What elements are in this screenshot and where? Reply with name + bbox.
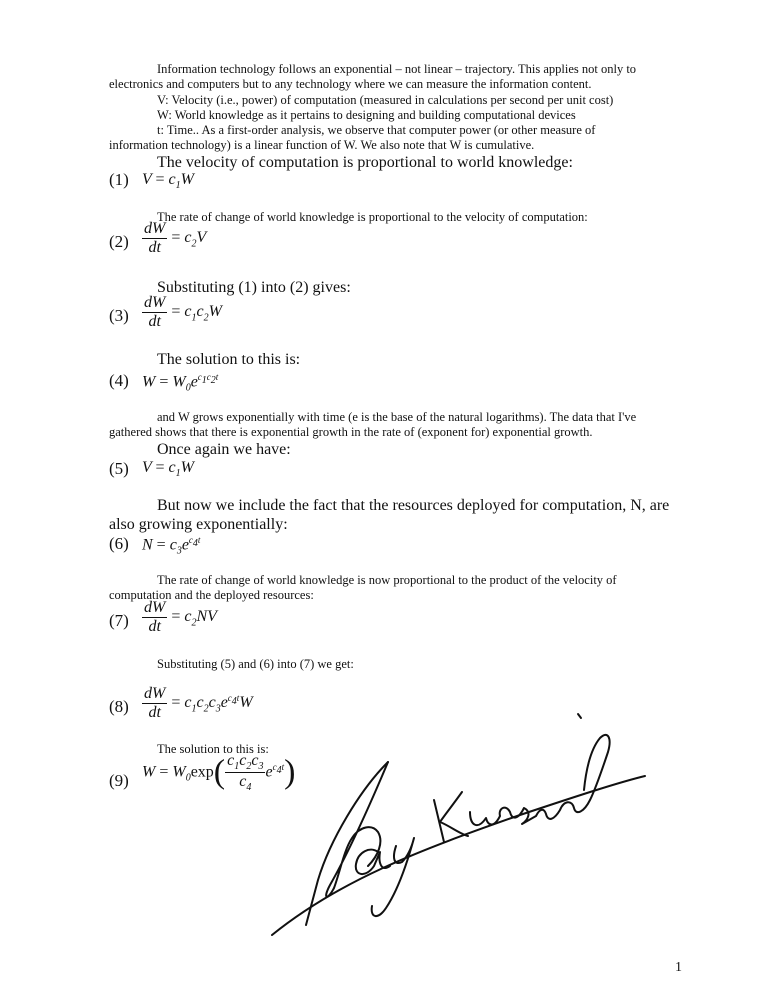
definition-w: W: World knowledge as it pertains to designing and building computational devices bbox=[157, 108, 576, 122]
resources-text-line-2: also growing exponentially: bbox=[109, 516, 288, 533]
equation-4-number: (4) bbox=[109, 371, 129, 390]
equation-5: $V = c_1W$ bbox=[142, 459, 194, 480]
rate-now-text-line-1: The rate of change of world knowledge is now proportional to the product of the velocity of bbox=[157, 573, 617, 587]
equation-8: $\frac{dW}{dt}$ = $c_1c_2c_3e^{c_4t}W$ bbox=[144, 685, 253, 721]
equation-7: $\frac{dW}{dt}$ = $c_2NV$ bbox=[144, 599, 217, 635]
equation-7-number: (7) bbox=[109, 611, 129, 630]
definition-t-line-2: information technology) is a linear function of W. We also note that W is cumulative. bbox=[109, 138, 535, 152]
equation-3-number: (3) bbox=[109, 306, 129, 325]
intro-line-2: electronics and computers but to any technology where we can measure the information content. bbox=[109, 77, 592, 91]
signature-stroke-r-stem bbox=[306, 762, 388, 925]
equation-1: $V = c_1W$ bbox=[142, 171, 194, 192]
signature-stroke-i-dot bbox=[578, 714, 581, 718]
solution-text-2: The solution to this is: bbox=[157, 742, 269, 756]
resources-text-line-1: But now we include the fact that the resources deployed for computation, N, are bbox=[157, 497, 670, 514]
equation-5-number: (5) bbox=[109, 459, 129, 478]
signature-stroke-r-loop bbox=[326, 762, 388, 897]
equation-1-number: (1) bbox=[109, 170, 129, 189]
grows-text-line-2: gathered shows that there is exponential growth in the rate of (exponent for) exponential growth. bbox=[109, 425, 593, 439]
signature-stroke-urzweil bbox=[470, 735, 610, 825]
grows-text-line-1: and W grows exponentially with time (e is the base of the natural logarithms). The data that I've bbox=[157, 410, 637, 424]
solution-text-1: The solution to this is: bbox=[157, 351, 301, 368]
substituting-5-6-7-text: Substituting (5) and (6) into (7) we get: bbox=[157, 657, 354, 671]
rate-now-text-line-2: computation and the deployed resources: bbox=[109, 588, 314, 602]
substituting-1-2-text: Substituting (1) into (2) gives: bbox=[157, 279, 351, 296]
rate-change-text: The rate of change of world knowledge is proportional to the velocity of computation: bbox=[157, 210, 588, 224]
equation-6: $N = c_3e^{c_4t}$ bbox=[142, 535, 201, 557]
signature-stroke-k-stem bbox=[434, 800, 444, 842]
intro-line-1: Information technology follows an exponential – not linear – trajectory. This applies not only to bbox=[157, 62, 637, 76]
equation-2-number: (2) bbox=[109, 232, 129, 251]
equation-2: $\frac{dW}{dt}$ = $c_2V$ bbox=[144, 220, 207, 256]
signature-stroke-k-arms bbox=[440, 792, 468, 836]
equation-9-number: (9) bbox=[109, 771, 129, 790]
definition-t-line-1: t: Time.. As a first-order analysis, we observe that computer power (or other measure of bbox=[157, 123, 596, 137]
equation-4: $W = W_0e^{c_1c_2t}$ bbox=[142, 372, 219, 394]
equation-8-number: (8) bbox=[109, 697, 129, 716]
definition-v: V: Velocity (i.e., power) of computation (measured in calculations per second per unit cost) bbox=[157, 93, 614, 107]
once-again-text: Once again we have: bbox=[157, 441, 291, 458]
equation-3: $\frac{dW}{dt}$ = $c_1c_2W$ bbox=[144, 294, 222, 330]
equation-6-number: (6) bbox=[109, 534, 129, 553]
equation-9: $W = W_0\exp$( $\frac{c_1c_2c_3}{c_4}$ $e^{c_4t}$) bbox=[142, 752, 296, 794]
page-number: 1 bbox=[675, 960, 682, 975]
velocity-proportional-text: The velocity of computation is proportional to world knowledge: bbox=[157, 154, 573, 171]
